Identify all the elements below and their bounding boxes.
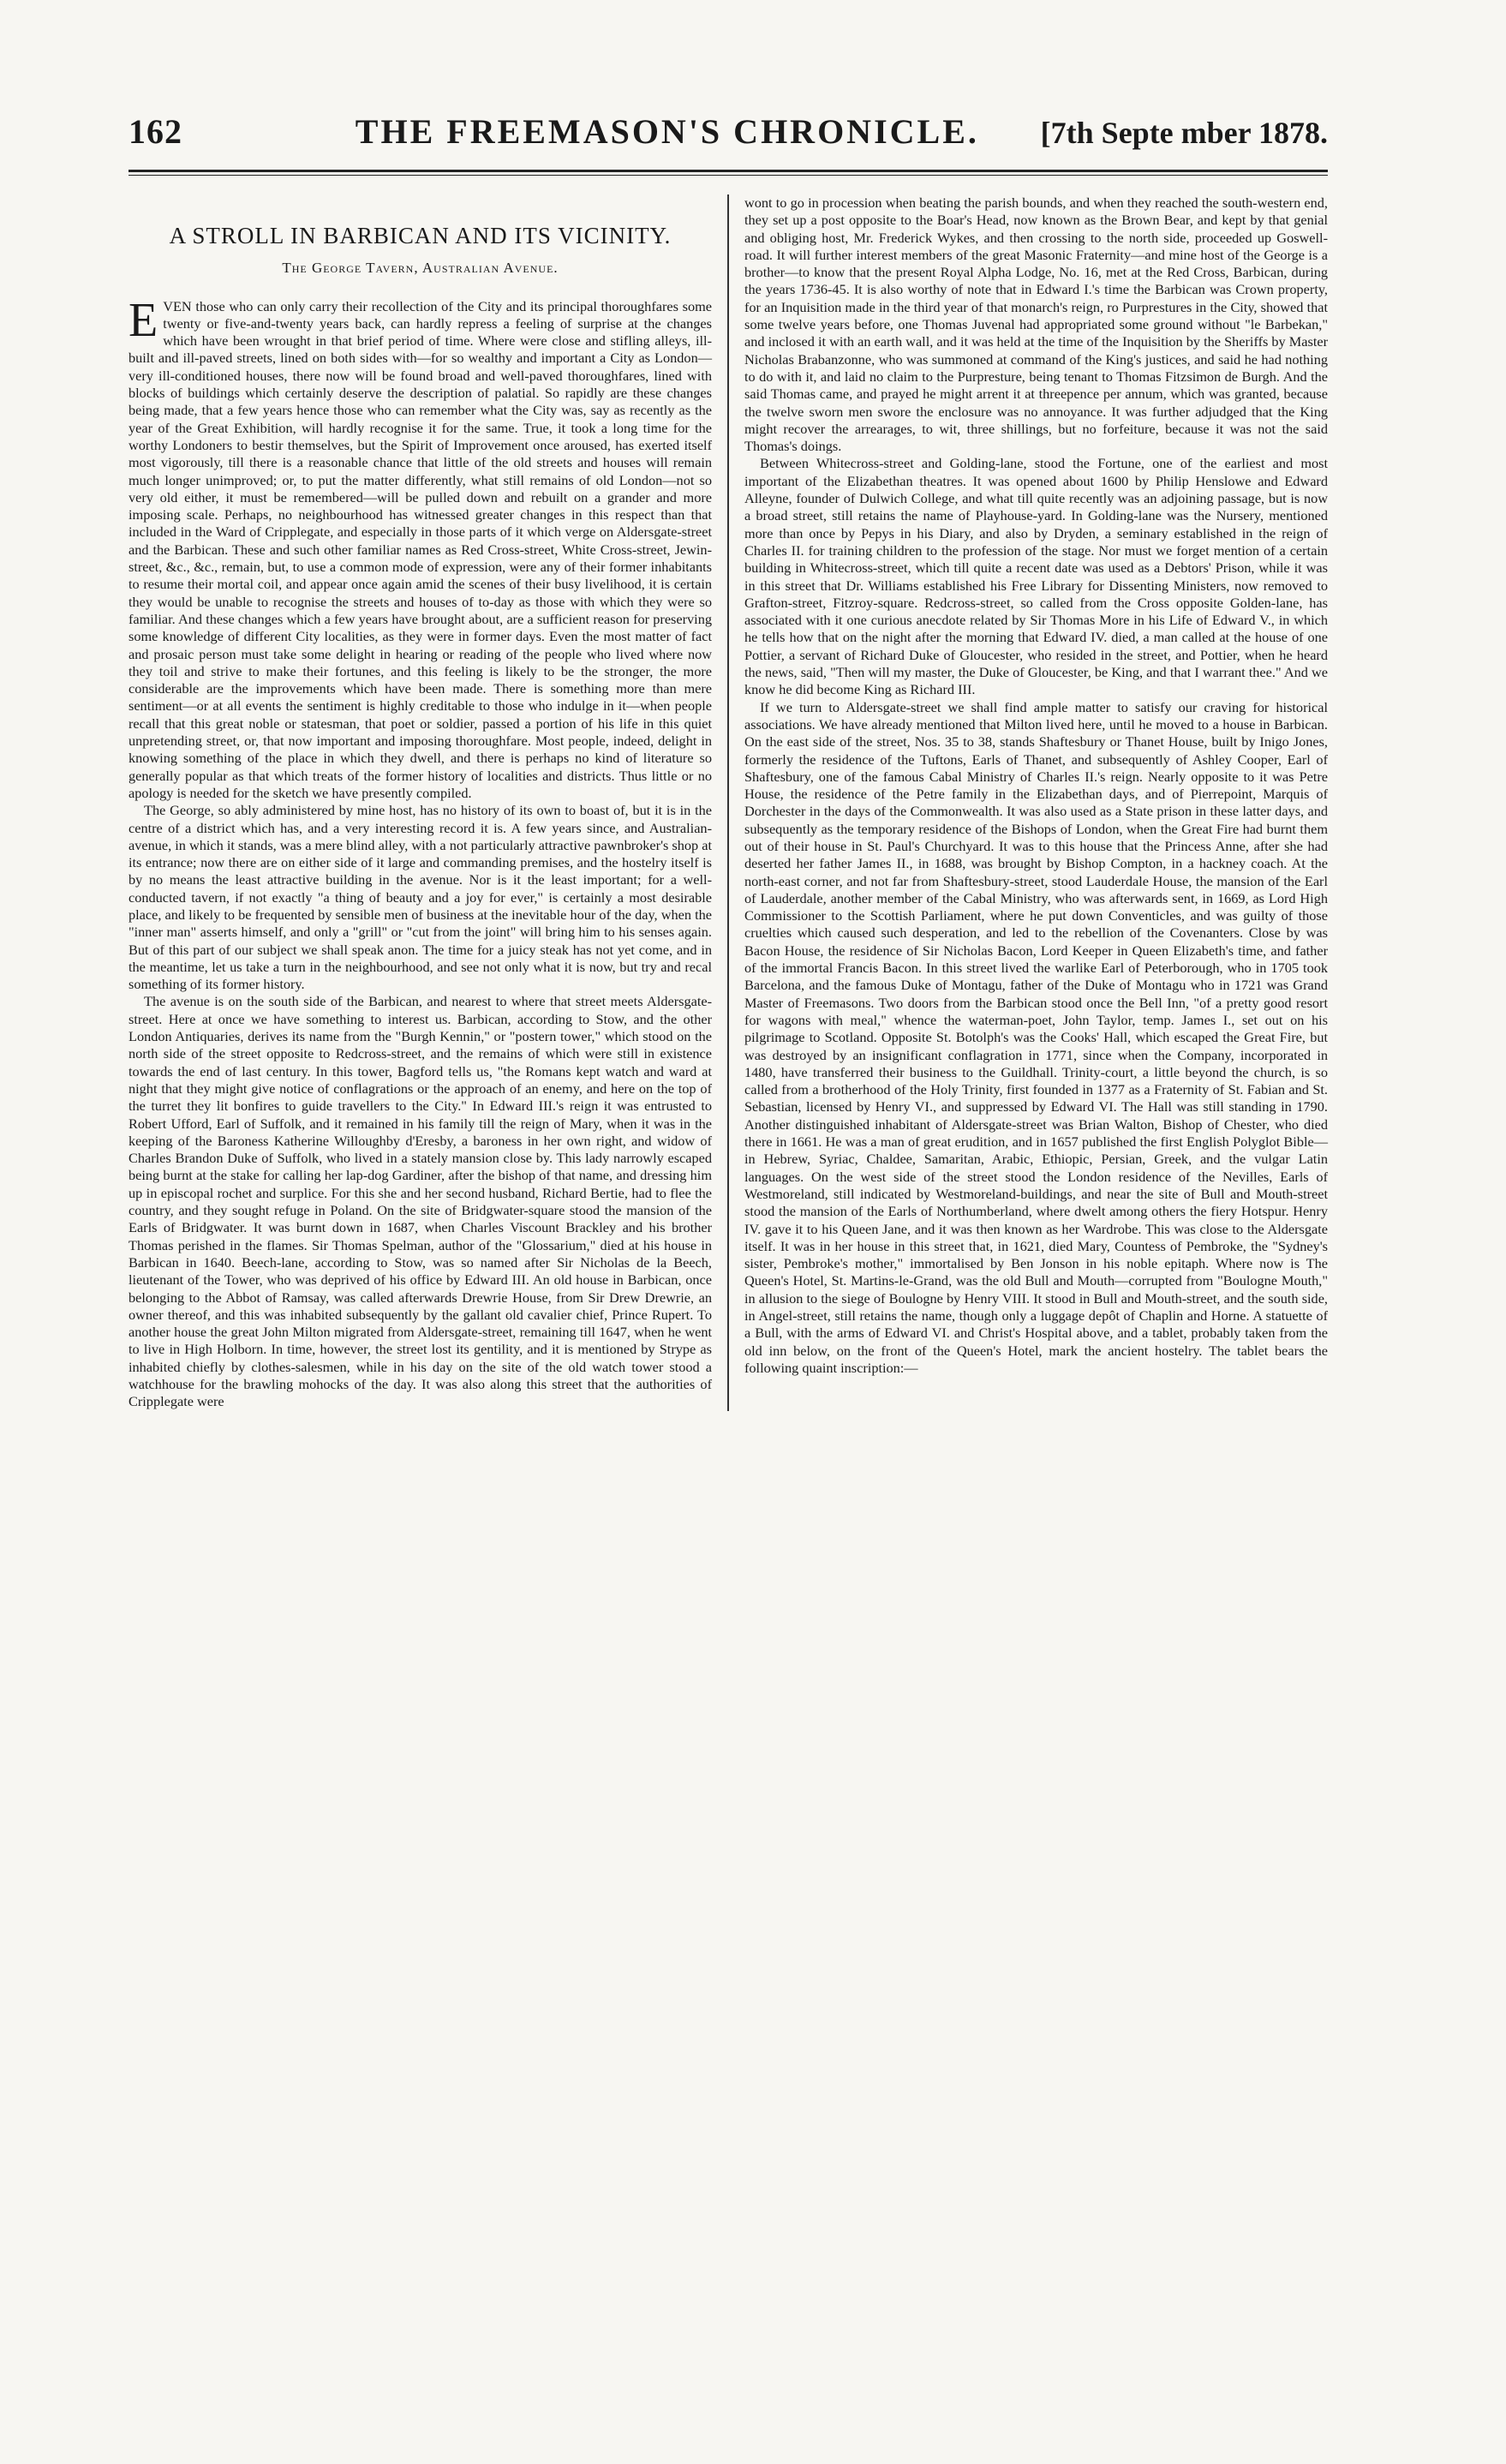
- masthead-rule-thick: [128, 170, 1328, 172]
- masthead-rule-thin: [128, 175, 1328, 176]
- article-columns: [128, 194, 1328, 1411]
- masthead: [128, 111, 1328, 163]
- issue-date: [7th Septe mber 1878.: [1040, 116, 1328, 150]
- right-column: [727, 194, 1328, 1411]
- paragraph: [128, 293, 712, 803]
- page-number: 162: [128, 112, 182, 151]
- paragraph: Between Whitecross-street and Golding-lane, stood the Fortune, one of the earliest and most important of the Elizabethan theatres. It was opened about 1600 by Philip Henslowe and Edward Alleyne, founder of Dulwich College, and what till quite recently was an adjoining passage, but is now a broad street, still retains the name of Playhouse-yard. In Golding-lane was the Nursery, mentioned more than once by Pepys in his Diary, and also by Dryden, a seminary established in the reign of Charles II. for training children to the profession of the stage. Nor must we forget mention of a certain building in Whitecross-street, which till quite a recent date was used as a Debtors' Prison, while it was in this street that Dr. Williams established his Free Library for Dissenting Ministers, now removed to Grafton-street, Fitzroy-square. Redcross-street, so called from the Cross opposite Golden-lane, has associated with it one curious anecdote related by Sir Thomas More in his Life of Edward V., in which he tells how that on the night after the morning that Edward IV. died, a man called at the house of one Pottier, a servant of Richard Duke of Gloucester, who resided in the street, and Pottier, when he heard the news, said, "Then will my master, the Duke of Gloucester, be King, and that I warrant thee." And we know he did become King as Richard III.: [744, 455, 1328, 698]
- paragraph: If we turn to Aldersgate-street we shall find ample matter to satisfy our craving for historical associations. We have already mentioned that Milton lived here, until he moved to a house in Barbican. On the east side of the street, Nos. 35 to 38, stands Shaftesbury or Thanet House, built by Inigo Jones, formerly the residence of the Tuftons, Earls of Thanet, and subsequently of Ashley Cooper, Earl of Shaftesbury, one of the famous Cabal Ministry of Charles II.'s reign. Nearly opposite to it was Petre House, the residence of the Petre family in the Elizabethan days, and of Pierrepoint, Marquis of Dorchester in the days of the Commonwealth. It was also used as a State prison in these latter days, and subsequently as the temporary residence of the Bishops of London, when the Great Fire had burnt them out of their house in St. Paul's Churchyard. It was to this house that the Princess Anne, after she had deserted her father James II., in 1688, was brought by Bishop Compton, in a hackney coach. At the north-east corner, and not far from Shaftesbury-street, stood Lauderdale House, the mansion of the Earl of Lauderdale, another member of the Cabal Ministry, who was afterwards sent, in 1669, as Lord High Commissioner to the Scottish Parliament, where he put down Conventicles, and was guilty of those cruelties which caused such desperation, and led to the rebellion of the Covenanters. Close by was Bacon House, the residence of Sir Nicholas Bacon, Lord Keeper in Queen Elizabeth's time, and father of the immortal Francis Bacon. In this street lived the warlike Earl of Peterborough, who in 1705 took Barcelona, and the famous Duke of Montagu, father of the Duke of Montagu who in 1721 was Grand Master of Freemasons. Two doors from the Barbican stood once the Bell Inn, "of a pretty good resort for wagons with meal," whence the waterman-poet, John Taylor, temp. James I., set out on his pilgrimage to Scotland. Opposite St. Botolph's was the Cooks' Hall, which escaped the Great Fire, but was destroyed by an insignificant conflagration in 1771, since when the Company, incorporated in 1480, have transferred their business to the Guildhall. Trinity-court, a little beyond the church, is so called from a brotherhood of the Holy Trinity, first founded in 1377 as a Fraternity of St. Fabian and St. Sebastian, licensed by Henry VI., and suppressed by Edward VI. The Hall was still standing in 1790. Another distinguished inhabitant of Aldersgate-street was Brian Walton, Bishop of Chester, who died there in 1661. He was a man of great erudition, and in 1657 published the first English Polyglot Bible—in Hebrew, Syriac, Chaldee, Samaritan, Arabic, Ethiopic, Persian, Greek, and the vulgar Latin languages. On the west side of the street stood the London residence of the Nevilles, Earls of Westmoreland, still indicated by Westmoreland-buildings, and near the site of Bull and Mouth-street stood the mansion of the Earls of Northumberland, where dwelt among others the fiery Hotspur. Henry IV. gave it to his Queen Jane, and it was then known as her Wardrobe. This was close to the Aldersgate itself. It was in her house in this street that, in 1621, died Mary, Countess of Pembroke, the "Sydney's sister, Pembroke's mother," immortalised by Ben Jonson in his noble epitaph. Where now is The Queen's Hotel, St. Martins-le-Grand, was the old Bull and Mouth—corrupted from "Boulogne Mouth," in allusion to the siege of Boulogne by Henry VIII. It stood in Bull and Mouth-street, and the south side, in Angel-street, still retains the name, though only a luggage depôt of Chaplin and Horne. A statuette of a Bull, with the arms of Edward VI. and Christ's Hospital above, and a tablet, probably taken from the old inn below, on the front of the Queen's Hotel, mark the ancient hostelry. The tablet bears the following quaint inscription:—: [744, 698, 1328, 1376]
- publication-title: THE FREEMASON'S CHRONICLE.: [355, 112, 979, 151]
- paragraph: The avenue is on the south side of the Barbican, and nearest to where that street meets Aldersgate-street. Here at once we have something to interest us. Barbican, according to Stow, and the other London Antiquaries, derives its name from the "Burgh Kennin," or "postern tower," which stood on the north side of the street opposite to Redcross-street, and the remains of which were still in existence towards the end of last century. In this tower, Bagford tells us, "the Romans kept watch and ward at night that they might give notice of conflagrations or the approach of an enemy, and here on the top of the turret they lit bonfires to guide travellers to the City." In Edward III.'s reign it was entrusted to Robert Ufford, Earl of Suffolk, and it remained in his family till the reign of Mary, when it was in the keeping of the Baroness Katherine Willoughby d'Eresby, a baroness in her own right, and widow of Charles Brandon Duke of Suffolk, who lived in a stately mansion close by. This lady narrowly escaped being burnt at the stake for calling her lap-dog Gardiner, after the bishop of that name, and dressing him up in episcopal rochet and surplice. For this she and her second husband, Richard Bertie, had to flee the country, and they sought refuge in Poland. On the site of Bridgwater-square stood the mansion of the Earls of Bridgwater. It was burnt down in 1687, when Charles Viscount Brackley and his brother Thomas perished in the flames. Sir Thomas Spelman, author of the "Glossarium," died at his house in Barbican in 1640. Beech-lane, according to Stow, was so named after Sir Nicholas de la Beech, lieutenant of the Tower, who was deprived of his office by Edward III. An old house in Barbican, once belonging to the Abbot of Ramsay, was called afterwards Drewrie House, from Sir Drew Drewrie, an owner thereof, and this was inhabited subsequently by the gallant old cavalier chief, Prince Rupert. To another house the great John Milton migrated from Aldersgate-street, remaining till 1647, when he went to live in High Holborn. In time, however, the street lost its gentility, and it is mentioned by Strype as inhabited chiefly by clothes-salesmen, while in his day on the site of the old watch tower stood a watchhouse for the brawling mohocks of the day. It was also along this street that the authorities of Cripplegate were: [128, 993, 712, 1410]
- paragraph: wont to go in procession when beating the parish bounds, and when they reached the south-western end, they set up a post opposite to the Boar's Head, now known as the Brown Bear, and kept by that genial and obliging host, Mr. Frederick Wykes, and then crossing to the north side, proceeded up Goswell-road. It will further interest members of the great Masonic Fraternity—and mine host of the George is a brother—to know that the present Royal Alpha Lodge, No. 16, met at the Red Cross, Barbican, during the years 1736-45. It is also worthy of note that in Edward I.'s time the Barbican was Crown property, for an Inquisition made in the third year of that monarch's reign, ro Purprestures in the City, showed that some twelve years before, one Thomas Juvenal had appropriated some ground without "le Barbekan," and inclosed it with an earth wall, and it was held at the time of the Inquisition by the Sheriffs by Master Nicholas Brabanzonne, who was summoned at command of the King's justices, and said he had nothing to do with it, and laid no claim to the Purpresture, being tenant to Thomas Fitzsimon de Burgh. And the said Thomas came, and prayed he might arrent it at threepence per annum, which was granted, because the twelve sworn men swore the enclosure was no annoyance. It was further adjudged that the King might recover the arrearages, to wit, three shillings, but no forfeiture, because it was not the said Thomas's doings.: [744, 194, 1328, 455]
- article-headline: A STROLL IN BARBICAN AND ITS VICINITY.: [169, 223, 672, 248]
- left-column: [128, 194, 727, 1411]
- paragraph: The George, so ably administered by mine host, has no history of its own to boast of, but it is in the centre of a district which has, and a very interesting record it is. A few years since, and Australian-avenue, in which it stands, was a mere blind alley, with a not particularly attractive pawnbroker's shop at its entrance; now there are on either side of it large and commanding premises, and the hostelry itself is by no means the least attractive building in the avenue. Nor is it the least important; for a well-conducted tavern, if not exactly "a thing of beauty and a joy for ever," is certainly a most desirable place, and likely to be frequented by sensible men of business at the inevitable hour of the day, when the "inner man" asserts himself, and only a "grill" or "cut from the joint" will bring him to his senses again. But of this part of our subject we shall speak anon. The time for a juicy steak has not yet come, and in the meantime, let us take a turn in the neighbourhood, and see not only what it is now, but try and recal something of its former history.: [128, 802, 712, 993]
- article-subheading: The George Tavern, Australian Avenue.: [282, 260, 559, 277]
- newspaper-page: [128, 111, 1328, 2407]
- drop-cap: E: [128, 293, 158, 347]
- paragraph-text: VEN those who can only carry their recollection of the City and its principal thoroughfares some twenty or five-and-twenty years back, can hardly repress a feeling of surprise at the changes which have been wrought in that brief period of time. Where were close and stifling alleys, ill-built and ill-paved streets, lined on both sides with—for so wealthy and important a City as London—very ill-conditioned houses, there now will be found broad and well-paved thoroughfares, lined with blocks of buildings which certainly deserve the description of palatial. So rapidly are these changes being made, that a few years hence those who can remember what the City was, say as recently as the year of the Great Exhibition, will hardly recognise it for the same. True, it took a long time for the worthy Londoners to bestir themselves, but the Spirit of Improvement once aroused, has exerted itself most vigorously, till there is a reasonable chance that little of the old streets and houses will remain much longer unimproved; or, to put the matter differently, what still remains of old London—not so very old either, it must be remembered—will be pulled down and rebuilt on a grander and more imposing scale. Perhaps, no neighbourhood has witnessed greater changes in this respect than that included in the Ward of Cripplegate, and especially in those parts of it which verge on Aldersgate-street and the Barbican. These and such other familiar names as Red Cross-street, White Cross-street, Jewin-street, &c., &c., remain, but, to use a common mode of expression, were any of their former inhabitants to resume their mortal coil, and appear once again amid the scenes of their busy livelihood, it is certain they would be unable to recognise the streets and houses of to-day as those with which they were so familiar. And these changes which a few years have brought about, are a sufficient reason for preserving some knowledge of different City localities, as they were in former days. Even the most matter of fact and prosaic person must take some delight in hearing or reading of the people who lived where now they toil and strive to make their fortunes, and this feeling is likely to be the stronger, the more considerable are the improvements which have been made. There is something more than mere sentiment—or at all events the sentiment is highly creditable to those who indulge in it—when people recall that this great noble or statesman, that poet or soldier, passed a portion of his life in this quiet unpretending street, or, that now important and imposing thoroughfare. Most people, indeed, delight in knowing something of the place in which they dwell, and there is perhaps no kind of literature so generally popular as that which treats of the former history of localities and districts. Thus little or no apology is needed for the sketch we have presently compiled.: [128, 297, 712, 801]
